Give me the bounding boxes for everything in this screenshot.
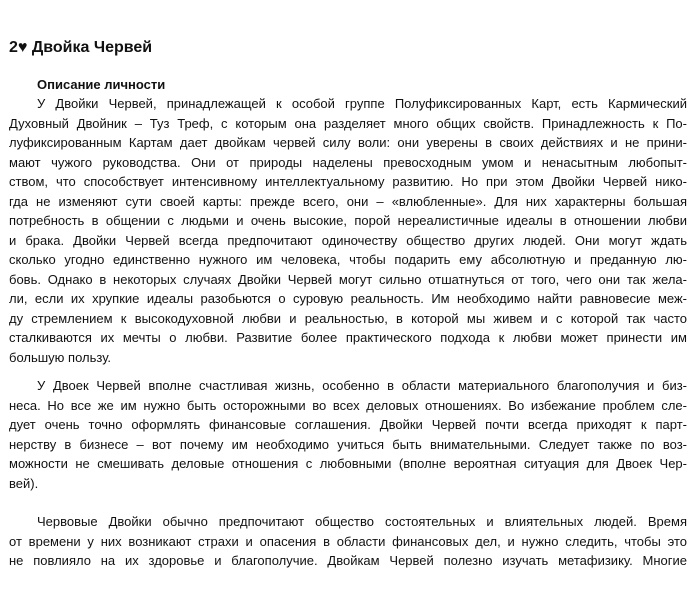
text-line: вей). [9, 475, 39, 491]
text-line: сталкиваются их мечты о любви. Развитие более практического подхода к любви может принести им [9, 330, 687, 345]
paragraph-society [9, 512, 687, 571]
text-line: ли, если их хрупкие идеалы разобьются о суровую реальность. Им необходимо найти равновесие меж- [9, 291, 687, 306]
text-line: луфиксированным Картам дает двойкам червей силу воли: они уверены в своих действиях и не прини- [9, 135, 687, 150]
text-line: можности не смешивать деловые отношения с любовными (вполне вероятная ситуация для Двоек Чер- [9, 456, 687, 471]
text-line: неса. Но все же им нужно быть осторожными во всех деловых отношениях. Во избежание проблем сле- [9, 397, 687, 413]
text-line: потребность в общении с людьми и очень высокие, порой нереалистичные идеалы в отношении любви [9, 213, 687, 228]
text-line: и брака. Двойки Червей всегда предпочитают одиночеству общество других людей. Они могут ждать [9, 232, 687, 248]
text-line: нерству в бизнесе – вот почему им необходимо учиться быть внимательными. Следует также по воз- [9, 436, 687, 452]
paragraph-business [9, 376, 687, 493]
text-line: большую пользу. [9, 349, 112, 365]
text-line: гда не изменяют сути своей карты: прежде всего, они – «влюбленные». Для них характерны большая [9, 193, 687, 209]
text-line: Червовые Двойки обычно предпочитают общество состоятельных и влиятельных людей. Время [37, 514, 687, 529]
text-line: У Двоек Червей вполне счастливая жизнь, особенно в области материального благополучия и биз- [37, 378, 687, 393]
text-line: У Двойки Червей, принадлежащей к особой группе Полуфиксированных Карт, есть Кармический [37, 96, 687, 111]
text-line: мают чужого руководства. Они от природы наделены превосходным умом и ненасытным любопыт- [9, 154, 687, 170]
text-line: ду стремлением к высокодуховной любви и реальностью, в которой мы живем и с которой так часто [9, 310, 687, 326]
text-line: сколько угодно единственно нужного им человека, чтобы подарить ему абсолютную и преданную лю- [9, 252, 687, 267]
text-line: Духовный Двойник – Туз Треф, с которым она разделяет много общих свойств. Принадлежность к По- [9, 115, 687, 131]
card-title: 2♥ Двойка Червей [9, 39, 153, 56]
text-line: бовь. Однако в некоторых случаях Двойки Червей могут сильно отшатнуться от того, чего они так жела- [9, 271, 687, 287]
section-subtitle: Описание личности [37, 77, 166, 92]
paragraph-personality [9, 94, 687, 367]
text-line: не повлияло на их здоровье и благополучие. Двойкам Червей полезно изучать метафизику. Многие [9, 553, 687, 568]
text-line: ством, что способствует интенсивному интеллектуальному развитию. Но при этом Двойки Червей нико- [9, 174, 687, 189]
text-line: дует очень точно оформлять финансовые соглашения. Двойки Червей почти всегда приходят к парт- [9, 417, 687, 432]
text-line: от времени у них возникают страхи и опасения в области финансовых дел, и нужно следить, чтобы это [9, 533, 687, 549]
